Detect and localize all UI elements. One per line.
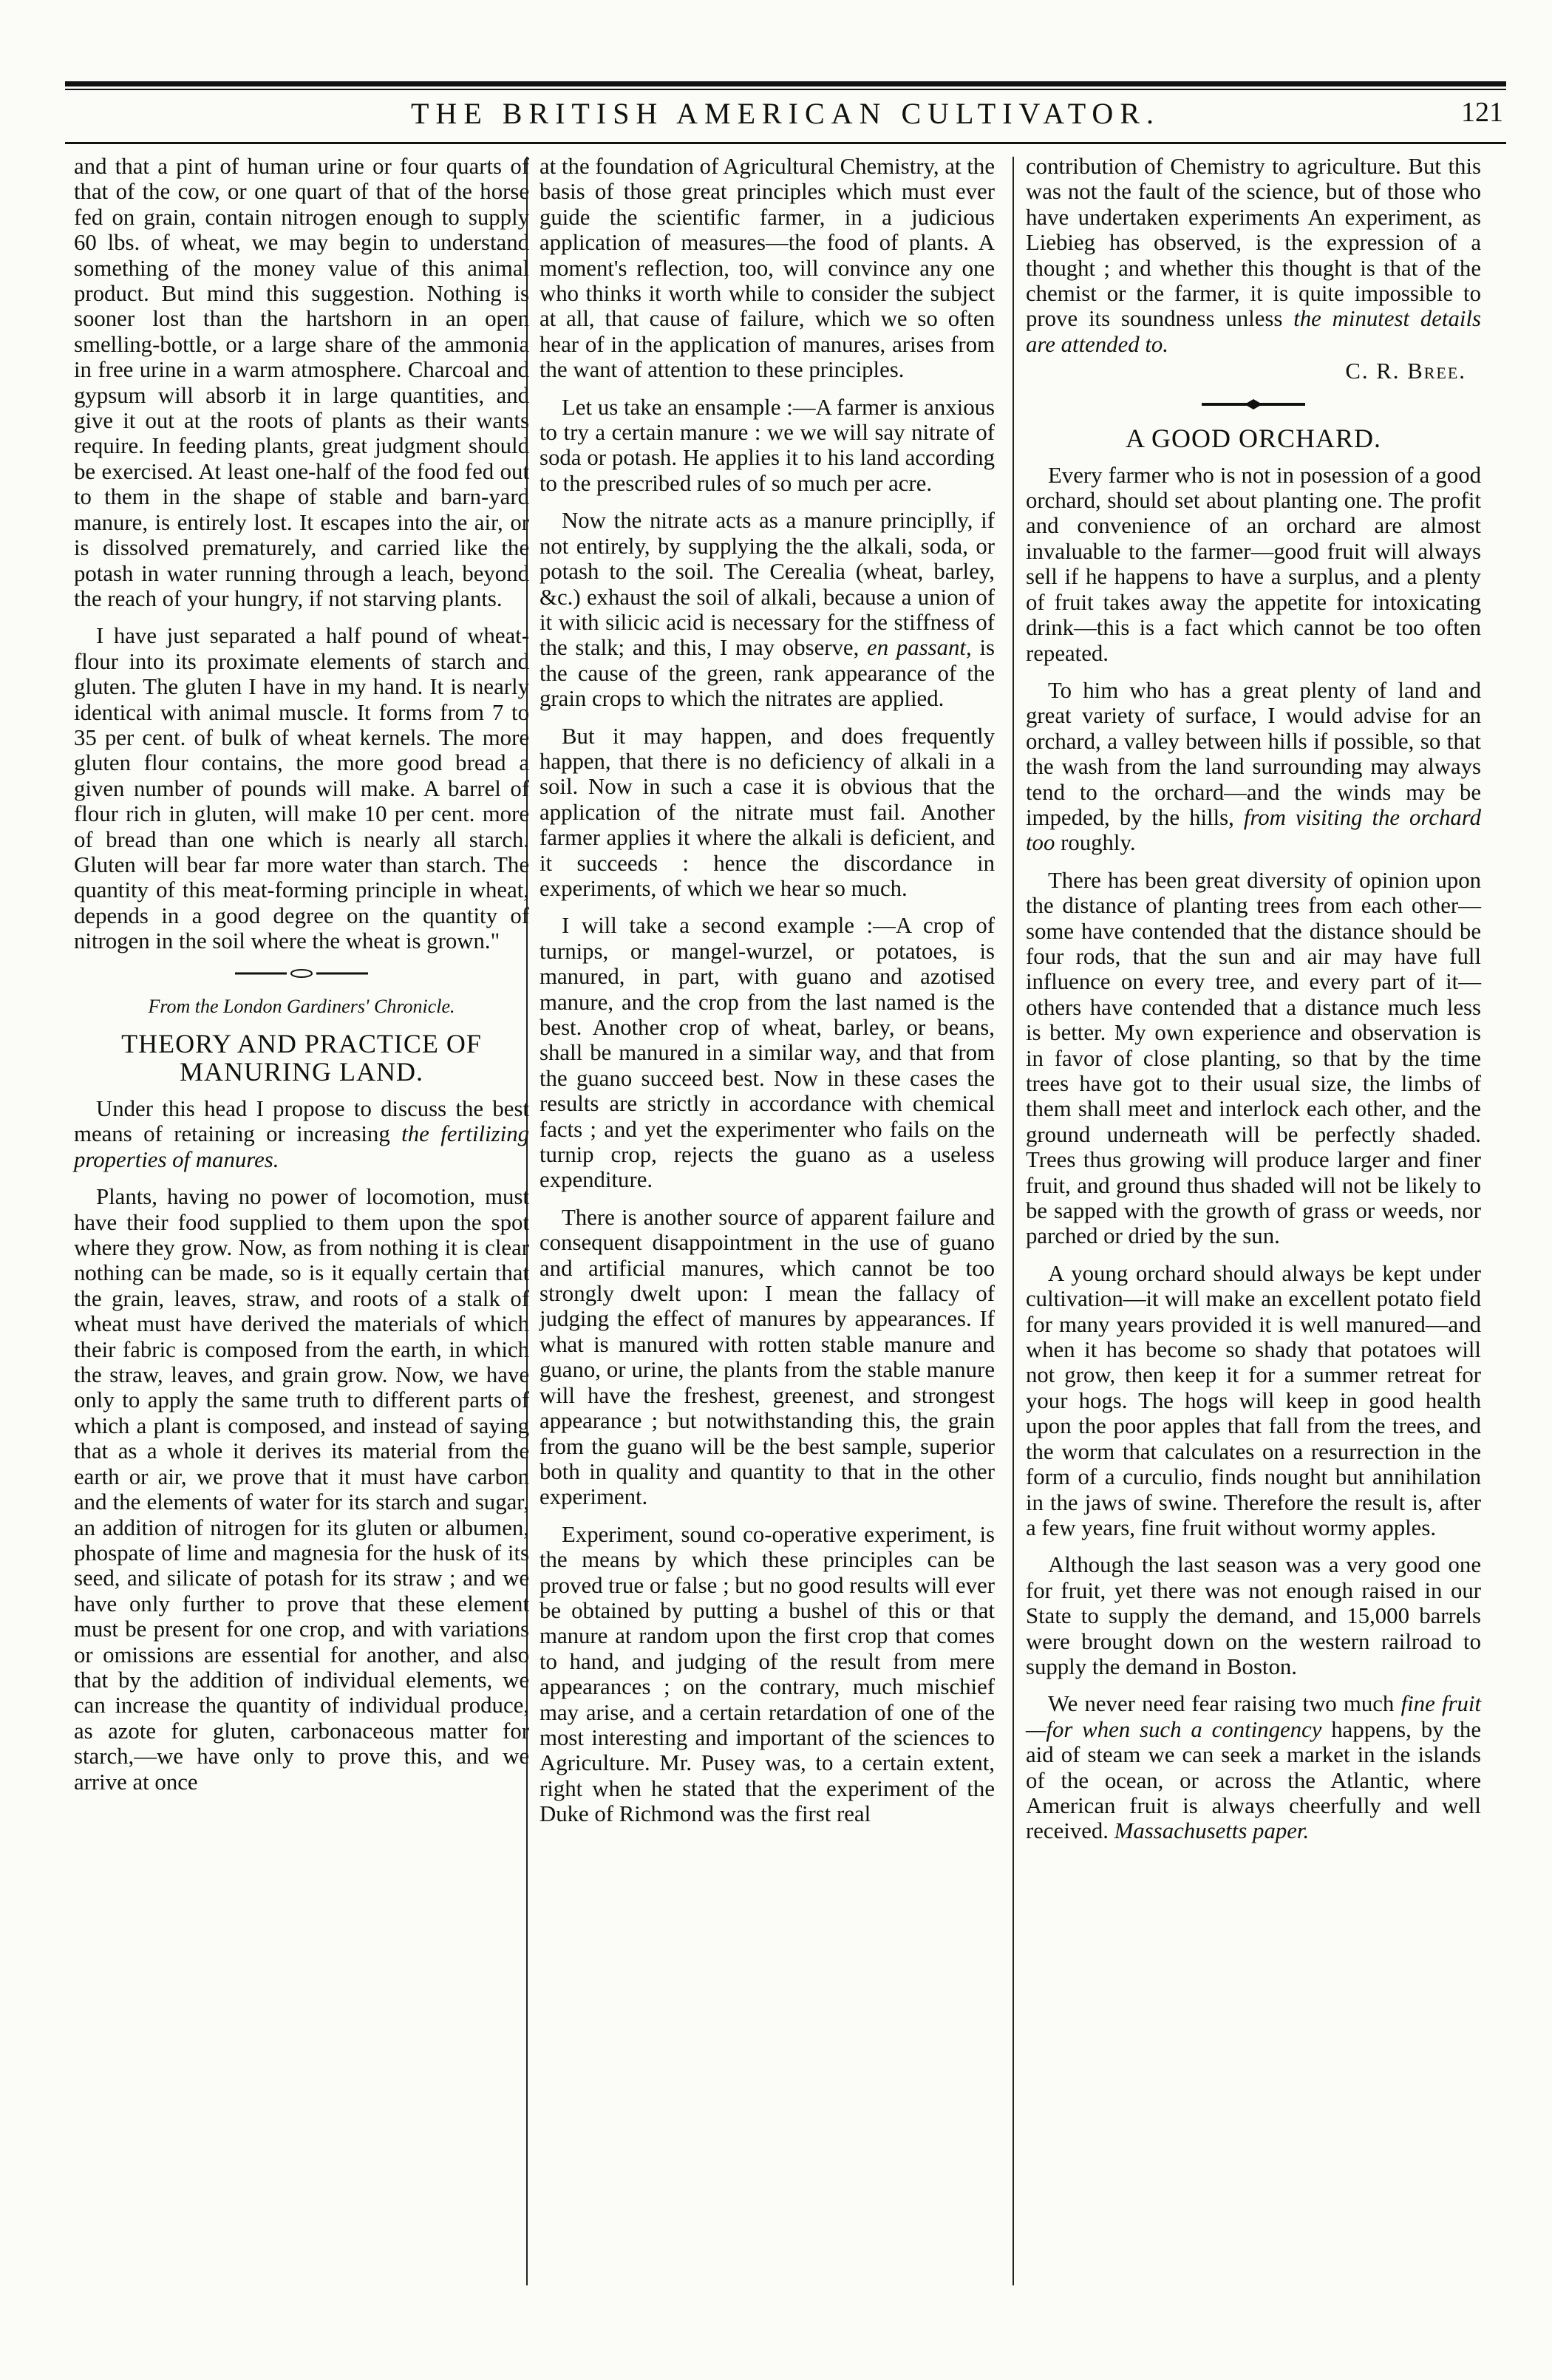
column-divider — [1012, 157, 1014, 2285]
article-heading: THEORY AND PRACTICE OF MANURING LAND. — [121, 1029, 482, 1087]
article-heading: A GOOD ORCHARD. — [1125, 423, 1382, 453]
paragraph-text: We never need fear raising two much — [1048, 1691, 1395, 1717]
page-number: 121 — [1461, 97, 1503, 128]
paragraph: Let us take an ensample :—A farmer is anxious to try a certain manure : we we will say nitrate of soda or potash. He applies it to his land according to the prescribed rules of so much per acre. — [540, 394, 995, 496]
paragraph: and that a pint of human urine or four quarts of that of the cow, or one quart of that of the horse fed on grain, contain nitrogen enough to supply 60 lbs. of wheat, we may begin to understand something of the money value of this animal product. But mind this suggestion. Nothing is sooner lost than the hartshorn in an open smelling-bottle, or a large share of the ammonia in free urine in a warm atmosphere. Charcoal and gypsum will absorb it in large quantities, and give it out at the roots of plants as their wants require. In feeding plants, great judgment should be exercised. At least one-half of the food fed out to them in the shape of stable and barn-yard manure, is entirely lost. It escapes into the air, or is dissolved prematurely, and carried like the potash in water running through a leach, beyond the reach of your hungry, if not starving plants. — [74, 154, 529, 611]
paragraph-text: Now the nitrate acts as a manure principlly, if not entirely, by supplying the the alkali, soda, or potash to the soil. The Cerealia (wheat, barley, &c.) exhaust the soil of alkali, because a union of it with silicic acid is necessary for the stiffness of the stalk; and this, I may observe, — [540, 508, 995, 661]
paragraph-text: happens, by the aid of steam we can seek a market in the islands of the ocean, or across the Atlantic, where American fruit is always cheerfully and well received. — [1026, 1716, 1481, 1844]
paragraph-text: Experiment, sound co-operative experiment, — [562, 1521, 973, 1547]
paragraph: A young orchard should always be kept under cultivation—it will make an excellent potato field for many years provided it is well manured—and when it has become so shady that potatoes will not grow, then keep it for a summer retreat for your hogs. The hogs will keep in good health upon the poor apples that fall from the trees, and the worm that calculates on a resurrection in the form of a curculio, finds nought but annihilation in the jaws of swine. Therefore the result is, after a few years, fine fruit without wormy apples. — [1026, 1260, 1481, 1540]
paragraph: I will take a second example :—A crop of turnips, or mangel-wurzel, or potatoes, is manured, in part, with guano and azotised manure, and the crop from the last named is the best. Another crop of wheat, barley, or beans, shall be manured in a similar way, and that from the guano succeed best. Now in these cases the results are strictly in accordance with chemical facts ; and yet the experimenter who fails on the turnip crop, rejects the guano as a useless expenditure. — [540, 913, 995, 1193]
paragraph: Although the last season was a very good one for fruit, yet there was not enough raised in our State to supply the demand, and 15,000 barrels were brought down on the western railroad to supply the demand in Boston. — [1026, 1552, 1481, 1679]
author-signature: C. R. Bree. — [1345, 358, 1466, 384]
section-divider-ornament — [1194, 398, 1313, 411]
paragraph: There has been great diversity of opinion upon the distance of planting trees from each other—some have contended that the distance should be four rods, that the sun and air may have full influence on every tree, and every part of it—others have contended that a distance much less is better. My own experience and observation is in favor of close planting, so that by the time trees have got to their usual size, the limbs of them shall meet and interlock each other, and the ground underneath will be perfectly shaded. Trees thus growing will produce larger and finer fruit, and ground thus shaded will not be likely to be sapped with the growth of grass or weeds, nor parched or dried by the sun. — [1026, 867, 1481, 1249]
top-rule-thin — [65, 89, 1506, 90]
paragraph — [1026, 154, 1481, 357]
paragraph-italic: from visiting the orchard too — [1026, 804, 1482, 856]
column-3 — [1026, 154, 1481, 2290]
paragraph — [540, 508, 995, 711]
paragraph: Every farmer who is not in posession of a good orchard, should set about planting one. The profit and convenience of an orchard are almost invaluable to the farmer—good fruit will always sell if he happens to have a surplus, and a plenty of fruit takes away the appetite for intoxicating drink—this is a fact which cannot be too often repeated. — [1026, 462, 1481, 666]
paragraph-italic: Massachusetts paper. — [1114, 1818, 1310, 1844]
paragraph-text: To him who has a great plenty of land and great variety of surface, I would advise for an orchard, a valley between hills if possible, so that the wash from the land surrounding may always tend to the orchard—and the winds may be impeded, by the hills, — [1026, 677, 1481, 830]
paragraph: But it may happen, and does frequently happen, that there is no deficiency of alkali in a soil. Now in such a case it is obvious that the application of the nitrate must fail. Another farmer applies it where the alkali is deficient, and it succeeds : hence the discordance in experiments, of which we hear so much. — [540, 723, 995, 901]
masthead — [65, 95, 1506, 140]
paragraph — [74, 1096, 529, 1172]
section-divider-ornament — [228, 968, 375, 979]
paragraph: at the foundation of Agricultural Chemistry, at the basis of those great principles which must ever guide the scientific farmer, in a judicious application of measures—the food of plants. A moment's reflection, too, will convince any one who thinks it worth while to consider the subject at all, that cause of failure, which we so often hear of in the application of manures, arises from the want of attention to these principles. — [540, 154, 995, 383]
paragraph: Plants, having no power of locomotion, must have their food supplied to them upon the spot where they grow. Now, as from nothing it is clear nothing can be made, so is it equally certain that the grain, leaves, straw, and roots of a stalk of wheat must have derived the materials of which their fabric is composed from the earth, in which the straw, leaves, and grain grow. Now, we have only to apply the same truth to different parts of which a plant is composed, and instead of saying that as a whole it derives its material from the earth or air, we prove that it must have carbon and the elements of water for its starch and sugar, an addition of nitrogen for its gluten or albumen, phospate of lime and magnesia for the husk of its seed, and silicate of potash for its straw ; and we have only further to prove that these element must be present for one crop, and with variations or omissions are essential for another, and also that by the addition of individual elements, we can increase the quantity of individual produce, as azote for gluten, carbonaceous matter for starch,—we have only to prove this, and we arrive at once — [74, 1184, 529, 1795]
column-1 — [74, 154, 529, 2290]
paragraph: I have just separated a half pound of wheat-flour into its proximate elements of starch and gluten. The gluten I have in my hand. It is nearly identical with animal muscle. It forms from 7 to 35 per cent. of bulk of wheat kernels. The more gluten flour contains, the more good bread a given number of pounds will make. A barrel of flour rich in gluten, will make 10 per cent. more of bread than one which is nearly all starch. Gluten will bear far more water than starch. The quantity of this meat-forming principle in wheat, depends in a good degree on the quantity of nitrogen in the soil where the wheat is grown." — [74, 623, 529, 954]
paragraph — [1026, 678, 1481, 856]
top-rule-thick — [65, 81, 1506, 86]
paragraph-italic: the fertilizing properties of manures. — [74, 1121, 530, 1172]
paragraph-italic: the minutest details are attended to. — [1026, 306, 1481, 357]
paragraph — [1026, 1691, 1481, 1843]
paragraph-italic: fine fruit—for when such a contingency — [1026, 1691, 1482, 1742]
masthead-title: THE BRITISH AMERICAN CULTIVATOR. — [411, 97, 1160, 130]
paragraph-text: roughly. — [1061, 830, 1136, 856]
article-source: From the London Gardiners' Chronicle. — [148, 995, 455, 1017]
paragraph-text: contribution of Chemistry to agriculture. But this was not the fault of the science, but of those who have undertaken experiments An experiment, as Liebieg has observed, is the expression of a thought ; and whether this thought is that of the chemist or the farmer, it is quite impossible to prove its soundness unless — [1026, 154, 1481, 332]
paragraph-text: is the means by which these principles can be proved true or false ; but no good results will ever be obtained by putting a bushel of this or that manure at random upon the first crop that comes to hand, and judging of the result from mere appearances ; on the contrary, much mischief may arise, and a certain retardation of one of the most interesting and important of the sciences to Agriculture. Mr. Pusey was, to a certain extent, right when he stated that the experiment of the Duke of Richmond was the first real — [540, 1521, 995, 1827]
header-rule — [65, 142, 1506, 144]
column-2 — [540, 154, 995, 2290]
paragraph-text: Under this head I propose to discuss the best means of retaining or increasing — [74, 1096, 529, 1147]
paragraph-italic: en passant, — [867, 635, 972, 661]
paragraph-text: is the cause of the green, rank appearance of the grain crops to which the nitrates are applied. — [540, 635, 995, 712]
paragraph — [540, 1522, 995, 1827]
paragraph: There is another source of apparent failure and consequent disappointment in the use of guano and artificial manures, which cannot be too strongly dwelt upon: I mean the fallacy of judging the effect of manures by appearances. If what is manured with rotten stable manure and guano, or urine, the plants from the stable manure will have the freshest, greenest, and strongest appearance ; but notwithstanding this, the grain from the guano will be the best sample, superior both in quality and quantity to that in the other experiment. — [540, 1204, 995, 1510]
